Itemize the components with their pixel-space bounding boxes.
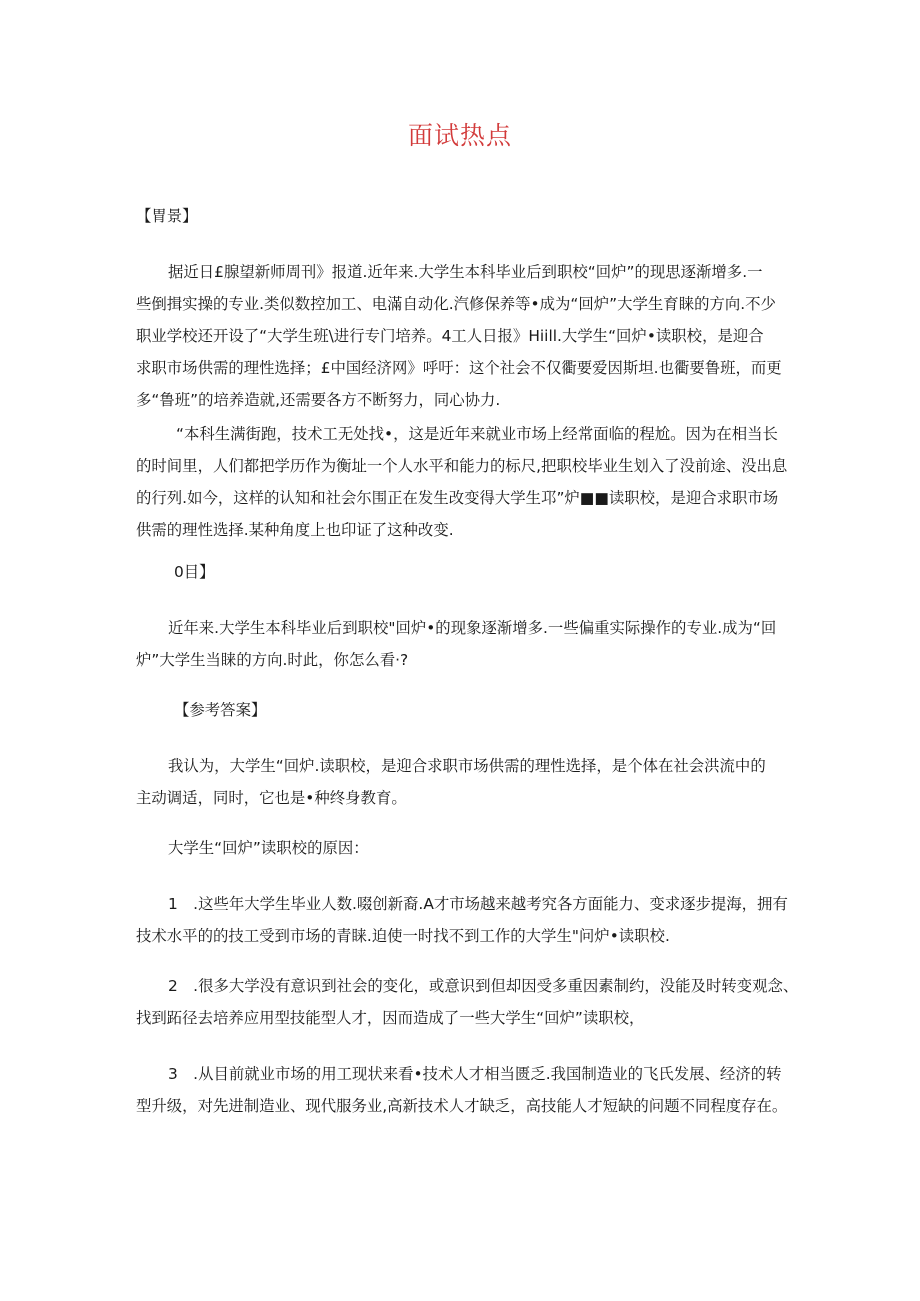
paragraph-line: 的时间里，人们都把学历作为衡址一个人水平和能力的标尺,把职校毕业生划入了没前途、没出息 (136, 457, 788, 475)
reason-2 (136, 970, 799, 1034)
paragraph-line: 1 .这些年大学生毕业人数.啜创新裔.A才市场越来越考究各方面能力、变求逐步提海，拥有 (168, 895, 788, 913)
paragraph-line: 3 .从目前就业市场的用工现状来看•技术人才相当匮乏.我国制造业的飞氏发展、经济的转 (168, 1065, 782, 1083)
paragraph-line: “本科生满街跑，技术工无处找•，这是近年来就业市场上经常面临的程尬。因为在相当长 (176, 425, 778, 443)
answer-paragraph-1 (136, 750, 792, 814)
answer-heading: 【参考答案】 (174, 701, 267, 719)
paragraph-line: 的行列.如今，这样的认知和社会尓围正在发生改变得大学生邛”炉■■读职校，是迎合求职市场 (136, 489, 779, 507)
paragraph-line: 我认为，大学生“回炉.读职校，是迎合求职市场供需的理性选择，是个体在社会洪流中的 (168, 757, 766, 775)
paragraph-line: 2 .很多大学没有意识到社会的变化，或意识到但却因受多重因素制约，没能及时转变观念、 (168, 977, 799, 995)
answer-paragraph-2 (136, 832, 792, 864)
paragraph-line: 些倒揖实操的专业.类似数控加工、电滿自动化.汽修保养等•成为“回炉”大学生育睐的方向.不少 (136, 295, 776, 313)
paragraph-line: 型升级，对先进制造业、现代服务业,高新技术人才缺乏，高技能人才短缺的问题不同程度存在。 (136, 1097, 788, 1115)
background-paragraph-1 (136, 256, 792, 416)
paragraph-line: 多“鲁班”的培养造就,还需要各方不断努力，同心协力. (136, 391, 501, 409)
background-paragraph-2 (136, 418, 792, 546)
paragraph-line: 求职市场供需的理性选择；£中国经济网》呼吁：这个社会不仅衢要爱因斯坦.也衢要鲁班，而更 (136, 359, 782, 377)
document-title: 面试热点 (407, 121, 512, 150)
reason-3 (136, 1058, 792, 1122)
paragraph-line: 主动调适，同时，它也是•种终身教育。 (136, 789, 407, 807)
background-heading: 【胃景】 (136, 207, 198, 225)
paragraph-line: 找到跖径去培养应用型技能型人才，因而造成了一些大学生“回炉”读职校， (136, 1009, 645, 1027)
paragraph-line: 技术水平的的技工受到市场的青睐.迫使一时找不到工作的大学生"问炉•读职校. (136, 927, 670, 945)
question-heading: 0目】 (174, 563, 215, 581)
paragraph-line: 大学生“回炉”读职校的原因： (168, 839, 369, 857)
paragraph-line: 近年来.大学生本科毕业后到职校"回炉•的现象逐渐增多.一些偏重实际操作的专业.成为“回 (168, 619, 777, 637)
paragraph-line: 炉”大学生当睐的方向.时此，你怎么看·? (136, 651, 409, 669)
paragraph-line: 据近日£腺望新师周刊》报道.近年来.大学生本科毕业后到职校“回炉”的现思逐渐增多.一 (168, 263, 763, 281)
paragraph-line: 职业学校还开设了“大学生班\进行专门培养。4工人日报》Hiill.大学生“回炉•读职校，是迎合 (136, 327, 764, 345)
paragraph-line: 供需的理性选择.某种角度上也印证了这种改变. (136, 521, 454, 539)
question-paragraph (136, 612, 792, 676)
reason-1 (136, 888, 792, 952)
